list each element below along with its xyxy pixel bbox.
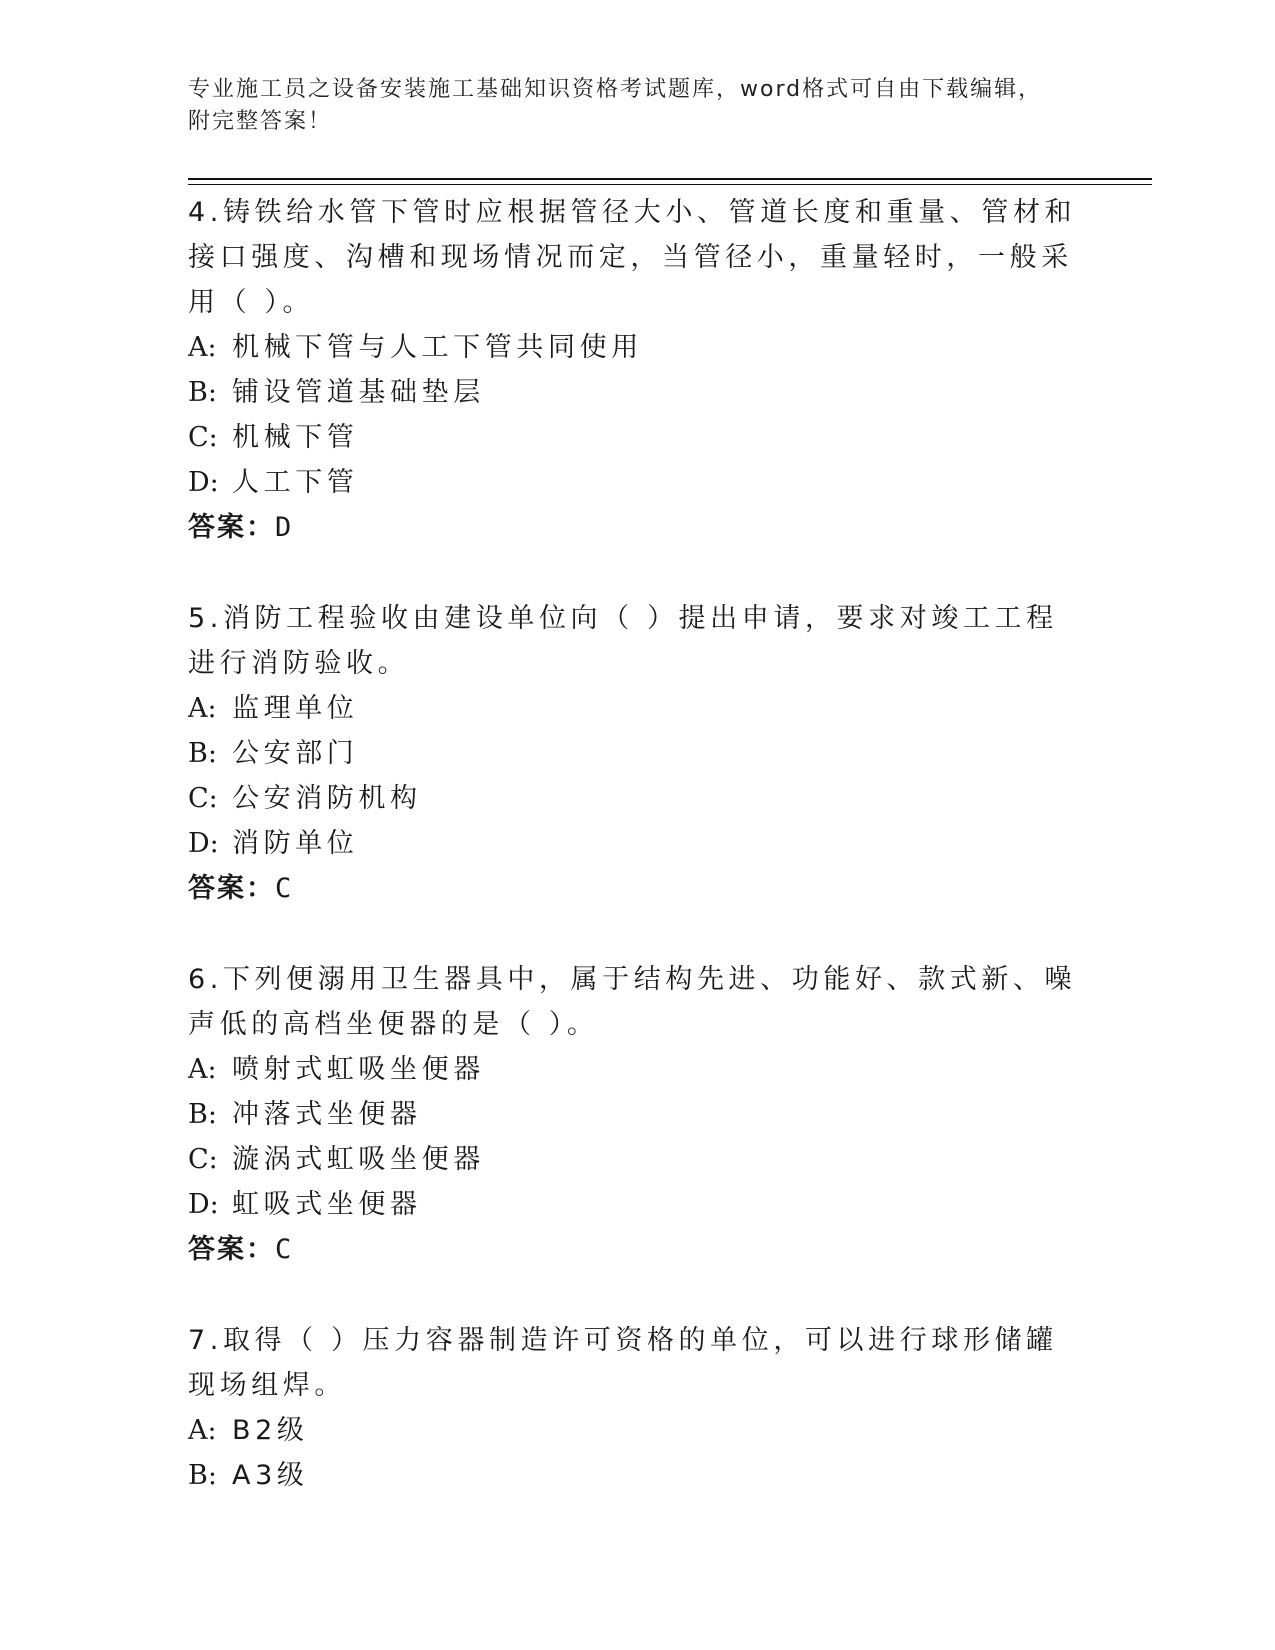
option-text: 铺设管道基础垫层 (232, 377, 485, 408)
question-6 (188, 957, 1088, 1272)
option-key: C: (188, 422, 218, 453)
option-a (188, 325, 1088, 370)
header-divider-thick (188, 178, 1152, 180)
answer-label: 答案： (188, 1234, 275, 1265)
option-key: B: (188, 377, 217, 408)
header-divider-thin (188, 184, 1152, 185)
option-a (188, 1408, 1088, 1453)
question-list (188, 190, 1088, 1544)
header-line-1: 专业施工员之设备安装施工基础知识资格考试题库，word格式可自由下载编辑， (188, 77, 1043, 102)
option-b (188, 370, 1088, 415)
question-stem: 5.消防工程验收由建设单位向（ ）提出申请，要求对竣工工程进行消防验收。 (188, 603, 1058, 679)
option-key: D: (188, 467, 219, 498)
answer-value: C (275, 1234, 294, 1265)
header-line-2: 附完整答案！ (188, 109, 333, 134)
option-key: C: (188, 1144, 218, 1175)
answer-line (188, 505, 1088, 550)
answer-line (188, 866, 1088, 911)
question-stem: 7.取得（ ）压力容器制造许可资格的单位，可以进行球形储罐现场组焊。 (188, 1325, 1058, 1401)
question-7 (188, 1318, 1088, 1498)
option-key: B: (188, 738, 217, 769)
option-text: 公安部门 (232, 738, 359, 769)
option-text: 冲落式坐便器 (232, 1099, 422, 1130)
option-text: B2级 (232, 1415, 309, 1446)
answer-value: D (275, 512, 294, 543)
option-d (188, 1182, 1088, 1227)
option-key: D: (188, 1189, 219, 1220)
option-text: 机械下管 (232, 422, 359, 453)
option-key: A: (188, 693, 217, 724)
option-d (188, 460, 1088, 505)
answer-line (188, 1227, 1088, 1272)
option-text: 机械下管与人工下管共同使用 (232, 332, 643, 363)
option-key: A: (188, 1054, 217, 1085)
option-key: B: (188, 1099, 217, 1130)
question-4 (188, 190, 1088, 550)
option-text: 消防单位 (232, 828, 359, 859)
option-b (188, 1092, 1088, 1137)
option-key: A: (188, 1415, 217, 1446)
option-b (188, 1453, 1088, 1498)
answer-label: 答案： (188, 512, 275, 543)
option-text: A3级 (232, 1460, 309, 1491)
answer-value: C (275, 873, 294, 904)
option-c (188, 415, 1088, 460)
answer-label: 答案： (188, 873, 275, 904)
option-d (188, 821, 1088, 866)
option-text: 人工下管 (232, 467, 359, 498)
option-key: B: (188, 1460, 217, 1491)
option-text: 监理单位 (232, 693, 359, 724)
option-a (188, 1047, 1088, 1092)
option-text: 喷射式虹吸坐便器 (232, 1054, 485, 1085)
option-b (188, 731, 1088, 776)
option-text: 公安消防机构 (232, 783, 422, 814)
document-header (188, 74, 1068, 138)
option-text: 漩涡式虹吸坐便器 (232, 1144, 485, 1175)
option-text: 虹吸式坐便器 (232, 1189, 422, 1220)
option-key: C: (188, 783, 218, 814)
option-c (188, 776, 1088, 821)
option-key: A: (188, 332, 217, 363)
option-key: D: (188, 828, 219, 859)
question-stem: 4.铸铁给水管下管时应根据管径大小、管道长度和重量、管材和接口强度、沟槽和现场情况而定，当管径小，重量轻时，一般采用（ ）。 (188, 197, 1077, 318)
question-stem: 6.下列便溺用卫生器具中，属于结构先进、功能好、款式新、噪声低的高档坐便器的是（ ）。 (188, 964, 1077, 1040)
option-c (188, 1137, 1088, 1182)
question-5 (188, 596, 1088, 911)
option-a (188, 686, 1088, 731)
